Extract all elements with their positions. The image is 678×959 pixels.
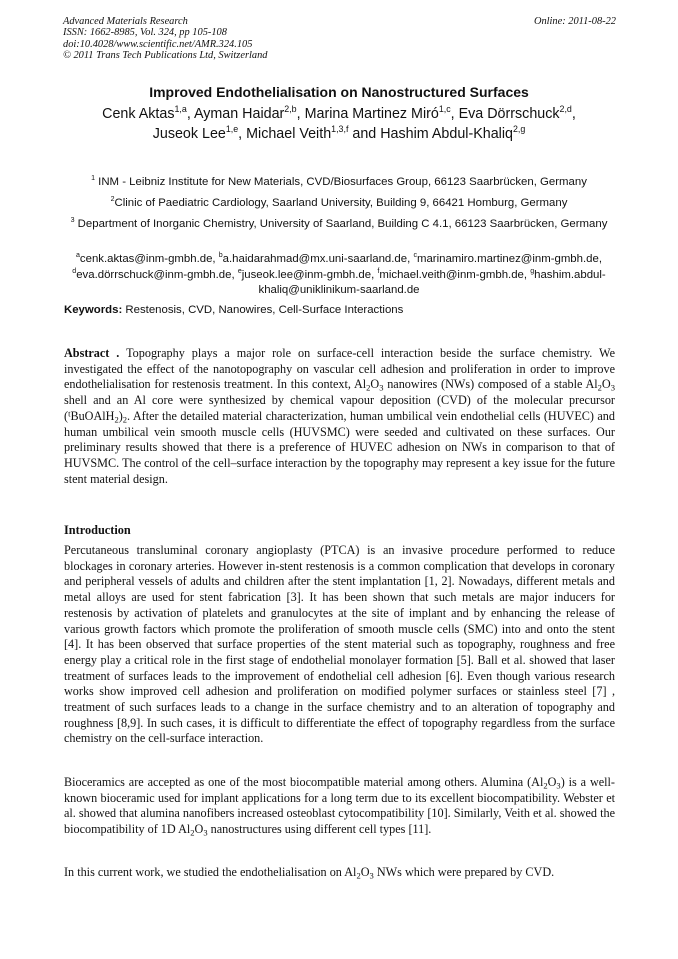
email-mark: a [76, 252, 80, 260]
subscript: 2 [366, 382, 371, 393]
author-affiliation-mark: 1,c [438, 104, 451, 115]
author-affiliation-mark: 1,3,f [331, 124, 349, 135]
abstract-paragraph [64, 346, 615, 487]
subscript: 2 [597, 382, 602, 393]
affiliation-3 [58, 217, 620, 233]
keywords-line [64, 304, 616, 316]
keywords-text: Restenosis, CVD, Nanowires, Cell-Surface Interactions [122, 304, 404, 316]
email-address: a.haidarahmad@mx.uni-saarland.de, [222, 253, 414, 265]
affiliation-text: Department of Inorganic Chemistry, University of Saarland, Building C 4.1, 66123 Saarbrücken, Germany [74, 218, 608, 230]
email-address: cenk.aktas@inm-gmbh.de, [79, 253, 219, 265]
affiliation-mark: 3 [70, 217, 75, 225]
abstract-label: Abstract . [64, 346, 120, 360]
subscript: 3 [556, 780, 561, 791]
author-affiliation-mark: 2,g [512, 124, 526, 135]
paper-title: Improved Endothelialisation on Nanostructured Surfaces [149, 84, 529, 100]
subscript: 3 [379, 382, 384, 393]
affiliation-mark: 2 [110, 196, 115, 204]
author-separator: , [450, 106, 459, 122]
email-mark: g [530, 267, 535, 275]
journal-doi: doi:10.4028/www.scientific.net/AMR.324.105 [63, 38, 253, 50]
journal-copyright: © 2011 Trans Tech Publications Ltd, Switzerland [63, 50, 268, 62]
introduction-heading: Introduction [64, 523, 131, 537]
email-list [58, 252, 620, 299]
email-mark: c [413, 252, 417, 260]
email-address: michael.veith@inm-gmbh.de, [379, 268, 531, 281]
email-mark: f [377, 267, 380, 275]
affiliation-2 [58, 196, 620, 212]
subscript: 2 [114, 414, 119, 425]
author-affiliation-mark: 2,b [284, 104, 297, 115]
email-mark: d [72, 267, 77, 275]
author-name: Juseok Lee [152, 126, 226, 142]
affiliation-mark: 1 [91, 175, 95, 183]
email-address: marinamiro.martinez@inm-gmbh.de, [416, 253, 602, 265]
email-mark: b [218, 252, 223, 260]
subscript: 3 [610, 382, 615, 393]
introduction-paragraph-1: Percutaneous transluminal coronary angioplasty (PTCA) is an invasive procedure performed to reduce blockages in coronary arteries. However in-stent restenosis is a common complication that develops in coronary and peripheral vessels of adults and children after the stent implantation [1, 2]. Nowadays, different metals and metal alloys are used for stent fabrication [3]. It has been shown that such metals are major inducers for restenosis by activation of platelets and granulocytes at the site of implant and by enhancing the release of various growth factors which promote the proliferation of smooth muscle cells (SMC) into and onto the stent [4]. It has been observed that surface properties of the stent material such as topography, roughness and free energy play a critical role in the first stage of endothelial monolayer formation [5]. Ball et al. showed that laser treatment of surfaces leads to the improvement of endothelial cell adhesion [6]. Even though various research works show improved cell adhesion and proliferation on modified polymer surfaces or stainless steel [7] , treatment of such surfaces leads to a change in the surface chemistry and to an alteration of topography and roughness [8,9]. In such cases, it is difficult to differentiate the effect of topography regardless from the surface chemistry on the cell-surface interaction. [64, 543, 615, 746]
author-name: Cenk Aktas [102, 106, 175, 122]
journal-header [63, 16, 616, 62]
author-separator: , [571, 106, 576, 122]
author-affiliation-mark: 2,d [559, 104, 572, 115]
email-mark: e [237, 267, 242, 275]
subscript: 2 [356, 870, 361, 881]
subscript: 2 [543, 780, 548, 791]
author-name: Ayman Haidar [193, 106, 285, 122]
author-separator: , [238, 126, 247, 142]
author-name: Eva Dörrschuck [458, 106, 560, 122]
author-affiliation-mark: 1,e [225, 124, 239, 135]
email-address: juseok.lee@inm-gmbh.de, [241, 268, 378, 281]
online-date: Online: 2011-08-22 [533, 16, 616, 27]
email-address: hashim.abdul-khaliq@uniklinikum-saarland.de [258, 268, 606, 296]
journal-name: Advanced Materials Research [63, 16, 188, 27]
introduction-paragraph-3: In this current work, we studied the endothelialisation on $Al_2O_3$ NWs which were prepared by CVD. [64, 865, 555, 881]
subscript: 2 [122, 414, 128, 425]
affiliation-text: INM - Leibniz Institute for New Materials, CVD/Biosurfaces Group, 66123 Saarbrücken, Germany [95, 176, 587, 188]
author-list [40, 104, 638, 144]
subscript: 3 [369, 870, 374, 881]
author-affiliation-mark: 1,a [174, 104, 187, 115]
abstract-text: Topography plays a major role on surface-cell interaction beside the surface chemistry. We investigated the effect of the nanotopography on vascular cell adhesion and proliferation in order to improve endothelialisation for restenosis treatment. In this context, $Al_2O_3$ nanowires (NWs) composed of a stable $Al_2O_3$ shell and an Al core were synthesized by chemical vapour deposition (CVD) of the molecular precursor $(^tBuOAlH_2)_2$. After the detailed material characterization, human umbilical vein endothelial cells (HUVEC) and human umbilical vein smooth muscle cells (HUVSMC) were seeded and cultivated on these surfaces. Our preliminary results showed that there is a preference of HUVEC adhesion on NWs in comparison to that of HUVSMC. The control of the cell–surface interaction by the topography may represent a key issue for the future stent material design. [64, 346, 615, 486]
superscript: t [68, 408, 71, 419]
subscript: 3 [203, 827, 208, 838]
email-address: eva.dörrschuck@inm-gmbh.de, [76, 268, 238, 281]
author-separator: , [186, 106, 194, 122]
keywords-label: Keywords: [64, 304, 123, 316]
author-name: Michael Veith [246, 126, 332, 142]
affiliation-1 [58, 175, 620, 191]
introduction-paragraph-2: Bioceramics are accepted as one of the most biocompatible material among others. Alumina $(Al_2O_3)$ is a well-known bioceramic used for implant applications for a long term due to its excellent biocompatibility. Webster et al. showed that alumina nanofibers increased osteoblast cytocompatibility [10]. Similarly, Veith et al. showed the biocompatibility of 1D $Al_2O_3$ nanostructures using different cell types [11]. [64, 775, 615, 838]
author-separator: , [296, 106, 305, 122]
author-name: Marina Martinez Miró [304, 106, 439, 122]
subscript: 2 [190, 827, 195, 838]
journal-issn: ISSN: 1662-8985, Vol. 324, pp 105-108 [63, 27, 227, 39]
affiliation-text: Clinic of Paediatric Cardiology, Saarland University, Building 9, 66421 Homburg, Germany [114, 197, 568, 209]
author-separator: and [348, 126, 381, 142]
author-name: Hashim Abdul-Khaliq [380, 126, 513, 142]
